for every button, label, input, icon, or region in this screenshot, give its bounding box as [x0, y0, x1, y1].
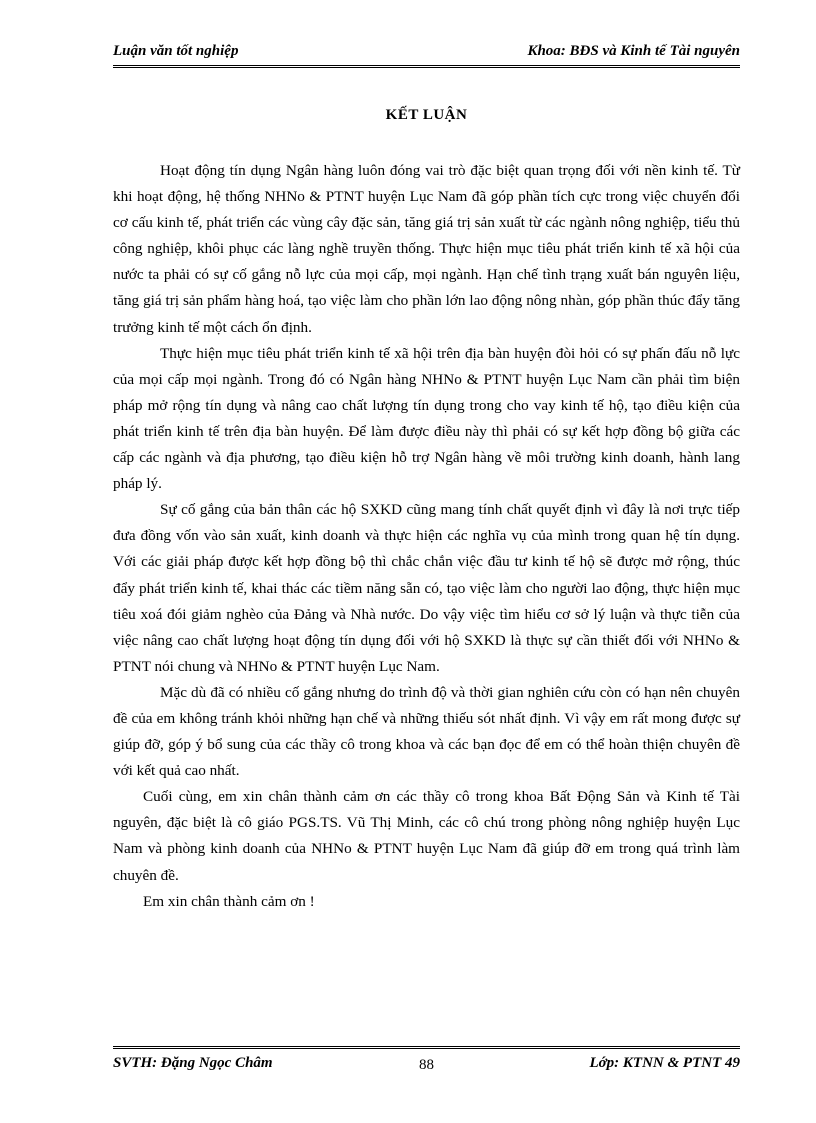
paragraph: Cuối cùng, em xin chân thành cảm ơn các thầy cô trong khoa Bất Động Sản và Kinh tế Tài nguyên, đặc biệt là cô giáo PGS.TS. Vũ Thị Minh, các cô chú trong phòng nông nghiệp huyện Lục Nam và phòng kinh doanh của NHNo & PTNT huyện Lục Nam đã giúp đỡ em trong quá trình làm chuyên đề. [113, 788, 740, 884]
closing-thanks: Em xin chân thành cảm ơn ! [143, 892, 315, 910]
document-body [113, 158, 740, 915]
page-header [113, 41, 740, 68]
paragraph: Mặc dù đã có nhiều cố gắng nhưng do trình độ và thời gian nghiên cứu còn có hạn nên chuyên đề của em không tránh khỏi những hạn chế và những thiếu sót nhất định. Vì vậy em rất mong được sự giúp đỡ, góp ý bổ sung của các thầy cô trong khoa và các bạn đọc để em có thể hoàn thiện chuyên đề với kết quả cao nhất. [113, 683, 740, 780]
header-faculty-label: Khoa: BĐS và Kinh tế Tài nguyên [527, 43, 740, 59]
footer-student-name: SVTH: Đặng Ngọc Châm [113, 1055, 273, 1071]
paragraph: Thực hiện mục tiêu phát triển kinh tế xã hội trên địa bàn huyện đòi hỏi có sự phấn đấu nỗ lực của mọi cấp mọi ngành. Trong đó có Ngân hàng NHNo & PTNT huyện Lục Nam cần phải tìm biện pháp mở rộng tín dụng và nâng cao chất lượng tín dụng trong cho vay kinh tế hộ, tạo điều kiện của phát triển kinh tế trên địa bàn huyện. Để làm được điều này thì phải có sự kết hợp đồng bộ giữa các cấp các ngành và địa phương, tạo điều kiện hỗ trợ Ngân hàng về môi trường kinh doanh, hành lang pháp lý. [113, 344, 740, 493]
page-title: KẾT LUẬN [385, 107, 468, 123]
paragraph: Sự cố gắng của bản thân các hộ SXKD cũng mang tính chất quyết định vì đây là nơi trực tiếp đưa đồng vốn vào sản xuất, kinh doanh và thực hiện các nghĩa vụ của mình trong quan hệ tín dụng. Với các giải pháp được kết hợp đồng bộ thì chắc chắn việc đầu tư kinh tế hộ sẽ được mở rộng, thúc đẩy phát triển kinh tế, khai thác các tiềm năng sẵn có, tạo việc làm cho người lao động, thực hiện mục tiêu xoá đói giảm nghèo của Đảng và Nhà nước. Do vậy việc tìm hiểu cơ sở lý luận và thực tiễn của việc nâng cao chất lượng hoạt động tín dụng đối với hộ SXKD là thực sự cần thiết đối với NHNo & PTNT nói chung và NHNo & PTNT huyện Lục Nam. [113, 501, 740, 675]
page-number: 88 [419, 1057, 434, 1073]
page-footer [113, 1046, 740, 1073]
footer-class-label: Lớp: KTNN & PTNT 49 [589, 1055, 740, 1071]
header-thesis-label: Luận văn tốt nghiệp [113, 43, 239, 59]
paragraph: Hoạt động tín dụng Ngân hàng luôn đóng vai trò đặc biệt quan trọng đối với nền kinh tế. Từ khi hoạt động, hệ thống NHNo & PTNT huyện Lục Nam đã góp phần tích cực trong việc chuyển đổi cơ cấu kinh tế, phát triển các vùng cây đặc sản, tăng giá trị sản xuất từ các ngành nông nghiệp, tiểu thủ công nghiệp, khôi phục các làng nghề truyền thống. Thực hiện mục tiêu phát triển kinh tế xã hội của nước ta phải có sự cố gắng nỗ lực của mọi cấp, mọi ngành. Hạn chế tình trạng xuất bán nguyên liệu, tăng giá trị sản phẩm hàng hoá, tạo việc làm cho phần lớn lao động nông nhàn, góp phần thúc đẩy tăng trưởng kinh tế một cách ổn định. [113, 162, 740, 336]
